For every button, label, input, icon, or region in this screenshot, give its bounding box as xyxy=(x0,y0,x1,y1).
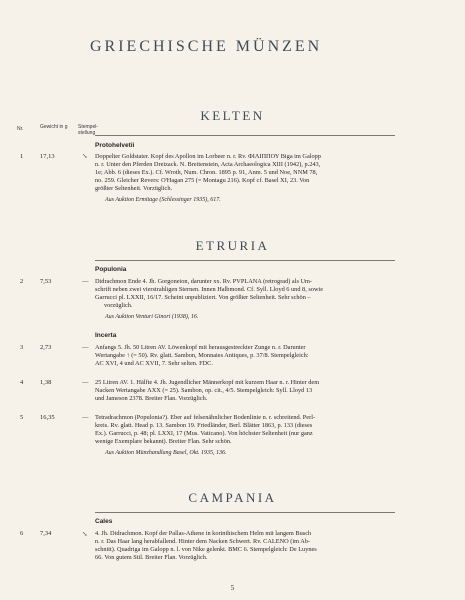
entry-description xyxy=(95,278,417,310)
entry-line: no. 259. Gleicher Revers: O'Hagan 275 (= Montagu 216). Kopf cf. Basel XI, 23. Von xyxy=(95,176,310,184)
entry-line: und Jameson 2378. Breiter Flan. Vorzüglich. xyxy=(95,394,208,402)
entry-description xyxy=(95,153,417,193)
section-rule xyxy=(95,260,395,261)
entry-number: 2 xyxy=(20,278,24,285)
entry-line: n. r. Das Haar lang herabfallend. Hinter dem Nacken Schwert. Rv. CALENO (im Ab- xyxy=(95,537,311,545)
entry-line: 1e; Abb. 6 (dieses Ex.). Cf. Wroth, Num. Chron. 1895 p. 91, Anm. 5 und Noe, NNM 78, xyxy=(95,168,318,176)
entry-line: Ex.). Garrucci, p. 48; pl. LXXI, 17 (Mus. Vaticano). Von höchster Seltenheit (nur ganz xyxy=(95,429,313,437)
entry-number: 5 xyxy=(20,414,24,421)
section-rule xyxy=(95,512,395,513)
entry-provenance: Aus Auktion Münzhandlung Basel, Okt. 1935, 136. xyxy=(105,450,227,456)
entry-line: Wertangabe ↑ (= 50). Rv. glatt. Sambon, Monnaies Antiques, p. 37/8. Stempelgleich: xyxy=(95,351,309,359)
entry-die-axis: ↘ xyxy=(82,153,88,160)
entry-description xyxy=(95,530,417,562)
entry-weight: 17,13 xyxy=(40,153,55,160)
entry-die-axis: — xyxy=(82,379,89,386)
section-title-kelten: KELTEN xyxy=(200,108,265,123)
page-number: 5 xyxy=(230,584,235,592)
region-title-incerta: Incerta xyxy=(95,332,117,339)
entry-die-axis: — xyxy=(82,344,89,351)
entry-line: Tetradrachmon (Populonia?). Eber auf felsenähnlicher Bodenlinie n. r. schreitend. Perl- xyxy=(95,414,316,421)
region-title-populonia: Populonia xyxy=(95,266,127,273)
entry-line: Garrucci pl. LXXII, 16/17. Scheint unpubliziert. Von größter Seltenheit. Sehr schön – xyxy=(95,293,311,301)
entry-line: wenige Exemplare bekannt). Breiter Flan. Sehr schön. xyxy=(95,437,232,445)
entry-number: 1 xyxy=(20,153,24,160)
section-rule xyxy=(95,135,395,136)
entry-die-axis: ↘ xyxy=(82,531,88,538)
entry-line: schrift neben zwei vierstrahligen Sternen. Innen Halbmond. Cf. Syll. Lloyd 6 und 8, sowie xyxy=(95,285,324,293)
entry-line: schnitt). Quadriga im Galopp n. l. von Nike gelenkt. BMC 6. Stempelgleich: De Luynes xyxy=(95,545,317,553)
entry-weight: 7,34 xyxy=(40,530,52,537)
entry-description xyxy=(95,414,417,446)
entry-line: 25 Litren AV. 1. Hälfte 4. Jh. Jugendlicher Männerkopf mit kurzem Haar n. r. Hinter dem xyxy=(95,379,320,386)
section-title-etruria: ETRURIA xyxy=(195,238,270,253)
entry-line: AC XVI, 4 und AC XVII, 7. Sehr selten. FDC. xyxy=(95,359,213,367)
entry-line: 4. Jh. Didrachmon. Kopf der Pallas-Athene in korinthischem Helm mit langem Busch xyxy=(95,530,312,537)
page-title: GRIECHISCHE MÜNZEN xyxy=(90,38,323,55)
entry-line: kreis. Rv. glatt. Head p. 13. Sambon 19. Friedländer, Berl. Blätter 1863, p. 133 (dieses xyxy=(95,421,313,429)
entry-provenance: Aus Auktion Venturi Ginori (1938), 16. xyxy=(105,314,199,320)
region-title-protohelvetii: Protohelvetii xyxy=(95,142,135,149)
entry-line: n. r. Unter den Pferden Dreizack. N. Breitenstein, Acta Archaeologica XIII (1942), p.243, xyxy=(95,160,321,168)
entry-weight: 7,53 xyxy=(40,278,52,285)
entry-weight: 1,38 xyxy=(40,379,52,386)
entry-description xyxy=(95,344,417,368)
region-title-cales: Cales xyxy=(95,518,113,525)
entry-weight: 2,73 xyxy=(40,344,52,351)
entry-line: größter Seltenheit. Vorzüglich. xyxy=(95,184,173,192)
column-header-gewicht: Gewicht in g xyxy=(40,124,68,130)
entry-line: Nacken Wertangabe ΛXX (= 25). Sambon, op. cit., 4/5. Stempelgleich: Syll. Lloyd 13 xyxy=(95,386,313,394)
entry-weight: 16,35 xyxy=(40,414,55,421)
column-header-nr: Nr. xyxy=(17,126,24,132)
entry-line: vorzüglich. xyxy=(104,301,133,309)
section-title-campania: CAMPANIA xyxy=(188,490,277,505)
entry-line: Anfangs 5. Jh. 50 Litren AV. Löwenkopf mit herausgestreckter Zunge n. r. Darunter xyxy=(95,344,306,351)
entry-number: 6 xyxy=(20,530,24,537)
entry-die-axis: — xyxy=(82,278,89,285)
entry-number: 3 xyxy=(20,344,24,351)
entry-line: Doppelter Goldstater. Kopf des Apollon im Lorbeer n. r. Rv. ΦΙΛΙΠΠΟΥ Biga im Galopp xyxy=(95,153,321,160)
entry-line: 66. Von gutem Stil. Breiter Flan. Vorzüglich. xyxy=(95,553,208,561)
entry-provenance: Aus Auktion Ermitage (Schlessinger 1935), 617. xyxy=(105,197,221,203)
entry-description xyxy=(95,379,417,403)
column-header-stempelstellung: Stempel-stellung xyxy=(78,124,99,136)
entry-line: Didrachmon Ende 4. Jh. Gorgoneion, darunter xx. Rv. PVPLANA (retrograd) als Um- xyxy=(95,278,313,285)
entry-number: 4 xyxy=(20,379,24,386)
entry-die-axis: — xyxy=(82,414,89,421)
